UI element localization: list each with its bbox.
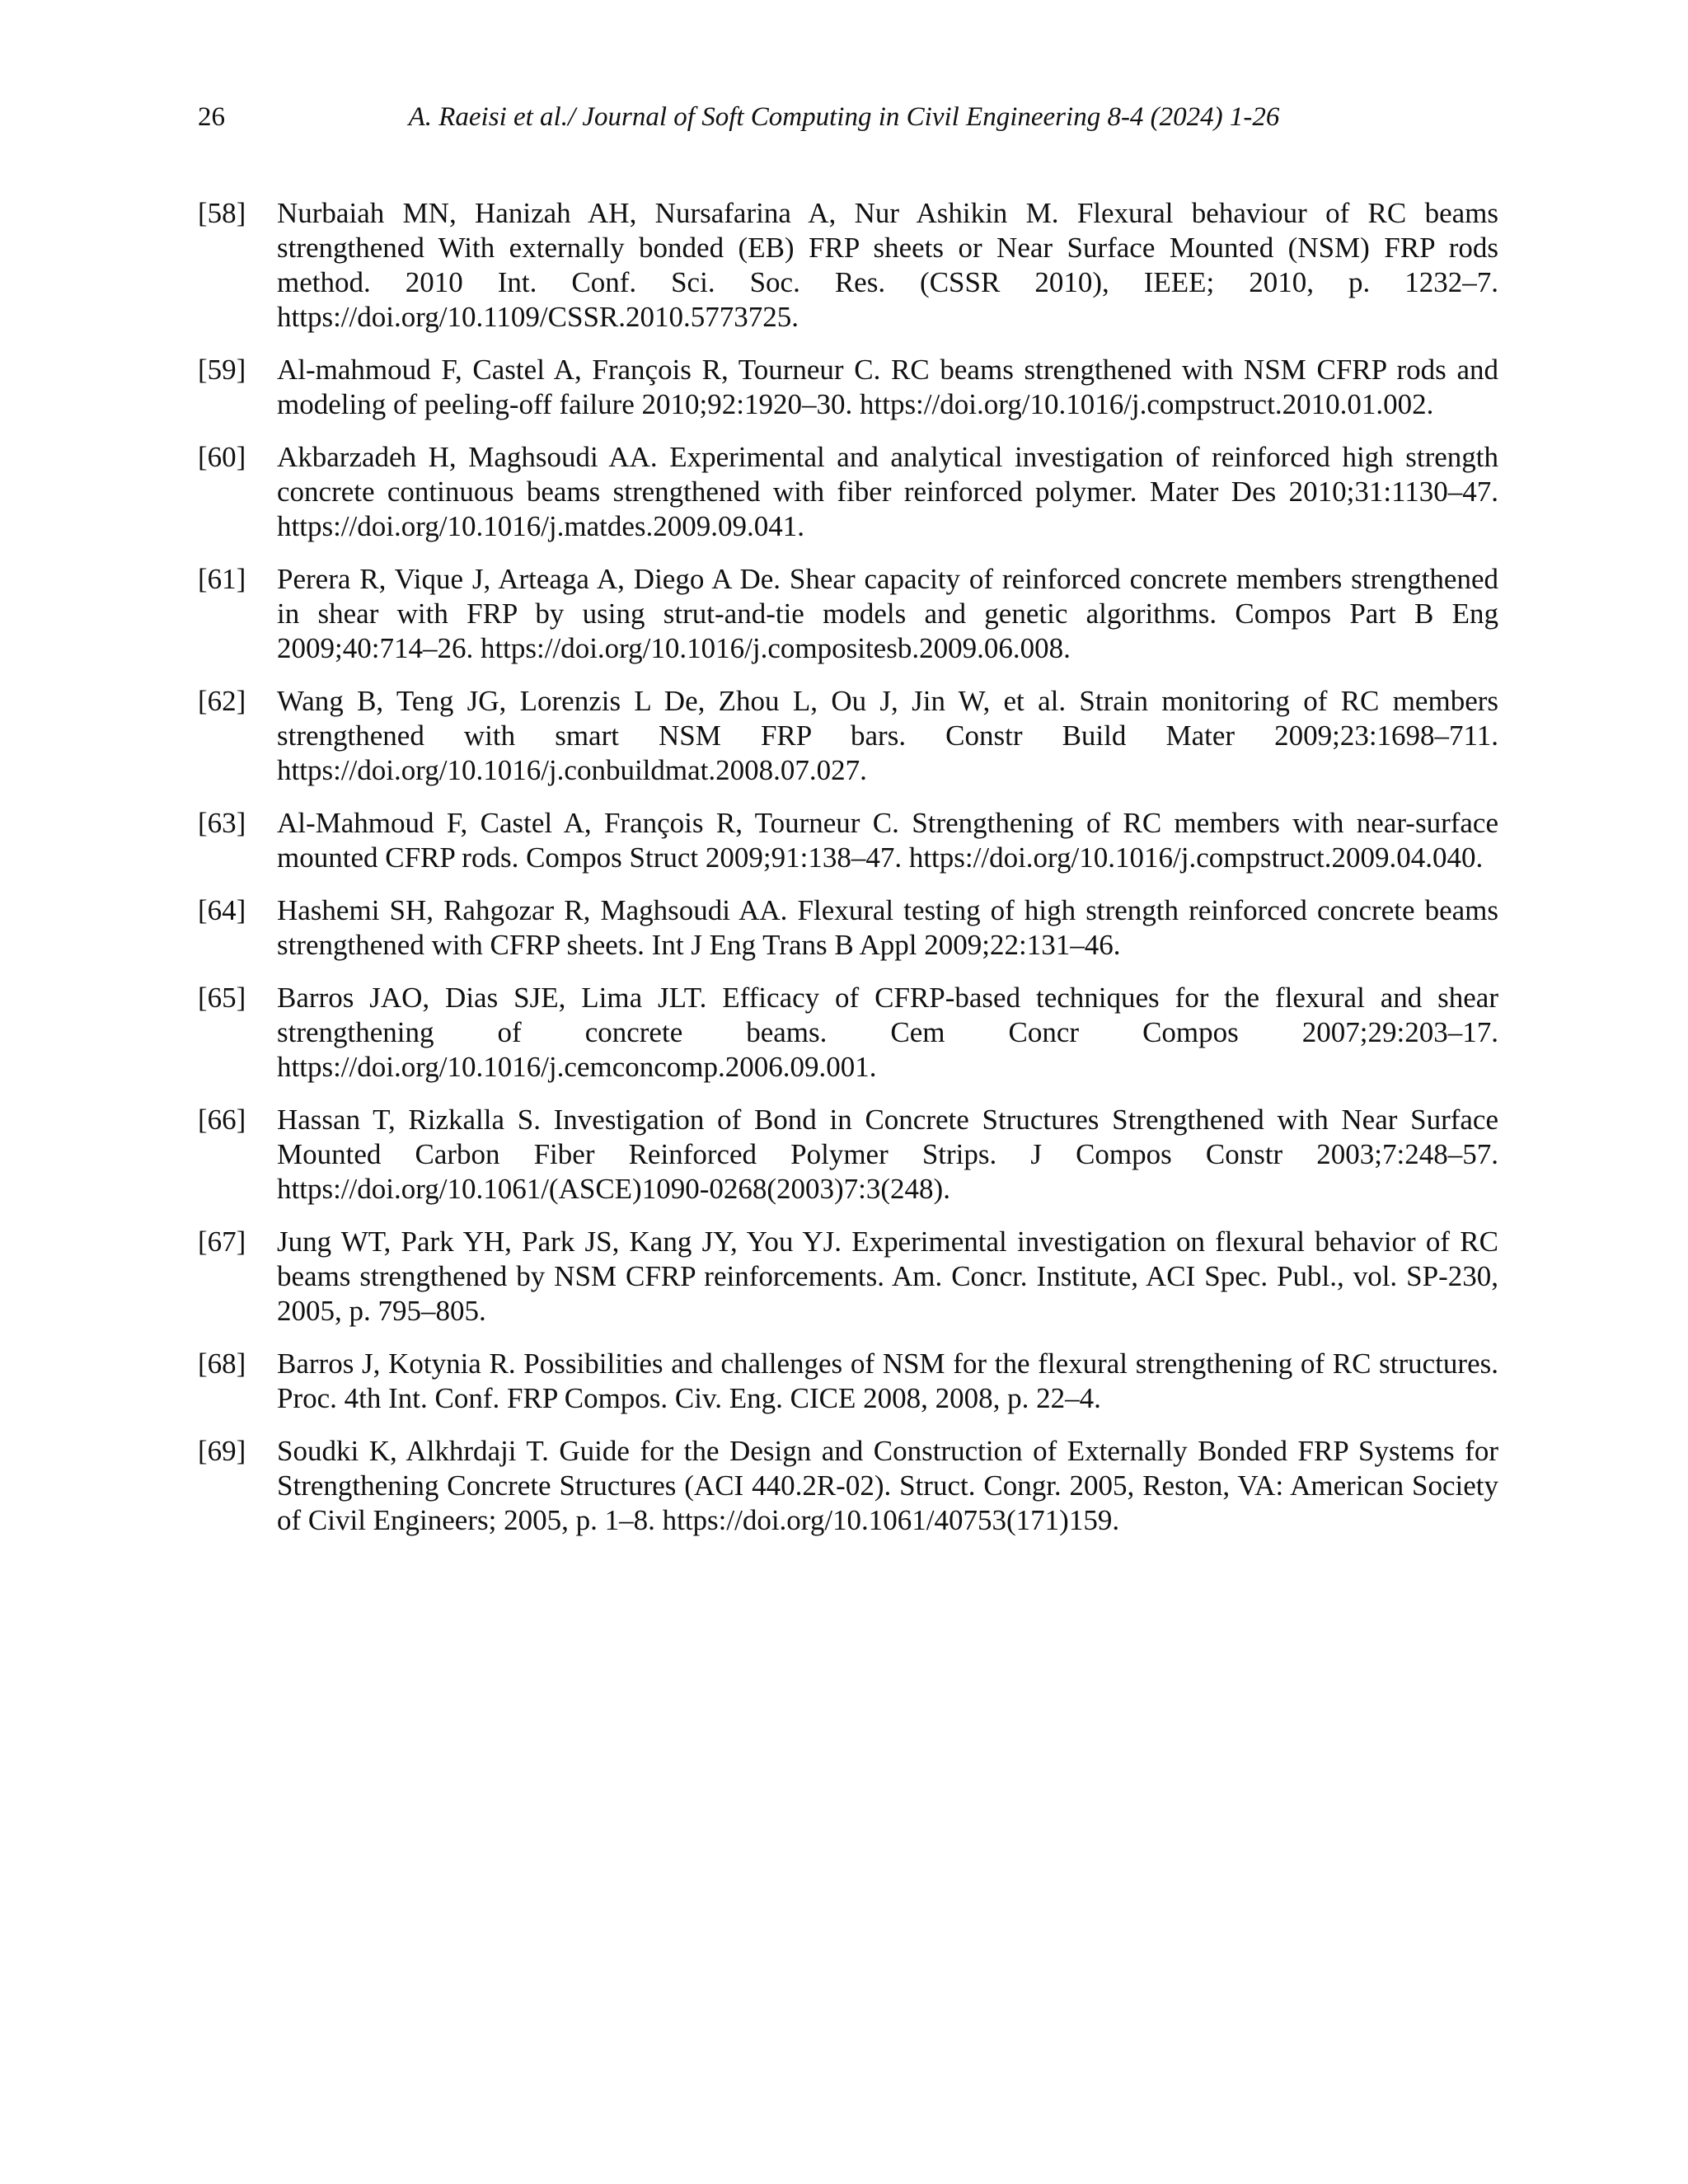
reference-text: Jung WT, Park YH, Park JS, Kang JY, You YJ. Experimental investigation on flexural behavior of RC beams strengthened by NSM CFRP reinforcements. Am. Concr. Institute, ACI Spec. Publ., vol. SP-230, 2005, p. 795–805.: [277, 1226, 1498, 1327]
reference-label: [58]: [198, 197, 246, 229]
reference-label: [67]: [198, 1226, 246, 1258]
reference-item: [198, 562, 1498, 666]
reference-label: [66]: [198, 1104, 246, 1136]
reference-text: Barros J, Kotynia R. Possibilities and challenges of NSM for the flexural strengthening of RC structures. Proc. 4th Int. Conf. FRP Compos. Civ. Eng. CICE 2008, 2008, p. 22–4.: [277, 1347, 1498, 1414]
reference-label: [65]: [198, 982, 246, 1014]
reference-text: Soudki K, Alkhrdaji T. Guide for the Design and Construction of Externally Bonded FRP Systems for Strengthening Concrete Structures (ACI 440.2R-02). Struct. Congr. 2005, Reston, VA: American Society of Civil Engineers; 2005, p. 1–8. https://doi.org/10.1061/40753(171)159.: [277, 1435, 1498, 1536]
reference-text: Hashemi SH, Rahgozar R, Maghsoudi AA. Flexural testing of high strength reinforced concrete beams strengthened with CFRP sheets. Int J Eng Trans B Appl 2009;22:131–46.: [277, 894, 1498, 961]
reference-item: [198, 806, 1498, 875]
reference-item: [198, 1225, 1498, 1329]
reference-label: [62]: [198, 685, 246, 717]
reference-item: [198, 893, 1498, 963]
reference-label: [59]: [198, 354, 246, 386]
running-header: A. Raeisi et al./ Journal of Soft Computing in Civil Engineering 8-4 (2024) 1-26: [408, 102, 1280, 132]
reference-list: [198, 196, 1498, 1556]
reference-item: [198, 440, 1498, 544]
reference-text: Perera R, Vique J, Arteaga A, Diego A De. Shear capacity of reinforced concrete members strengthened in shear with FRP by using strut-and-tie models and genetic algorithms. Compos Part B Eng 2009;40:714–26. https://doi.org/10.1016/j.compositesb.2009.06.008.: [277, 563, 1498, 664]
reference-label: [69]: [198, 1435, 246, 1467]
page-number: 26: [198, 102, 225, 132]
reference-item: [198, 353, 1498, 422]
reference-text: Akbarzadeh H, Maghsoudi AA. Experimental and analytical investigation of reinforced high strength concrete continuous beams strengthened with fiber reinforced polymer. Mater Des 2010;31:1130–47. https://doi.org/10.1016/j.matdes.2009.09.041.: [277, 441, 1498, 542]
reference-item: [198, 1103, 1498, 1207]
reference-item: [198, 981, 1498, 1085]
reference-item: [198, 196, 1498, 335]
reference-label: [63]: [198, 807, 246, 839]
reference-text: Al-mahmoud F, Castel A, François R, Tourneur C. RC beams strengthened with NSM CFRP rods and modeling of peeling-off failure 2010;92:1920–30. https://doi.org/10.1016/j.compstruct.2010.01.002.: [277, 354, 1498, 420]
reference-label: [61]: [198, 563, 246, 595]
reference-label: [60]: [198, 441, 246, 473]
reference-item: [198, 1434, 1498, 1538]
reference-item: [198, 1347, 1498, 1416]
reference-label: [64]: [198, 894, 246, 926]
reference-text: Wang B, Teng JG, Lorenzis L De, Zhou L, Ou J, Jin W, et al. Strain monitoring of RC members strengthened with smart NSM FRP bars. Constr Build Mater 2009;23:1698–711. https://doi.org/10.1016/j.conbuildmat.2008.07.027.: [277, 685, 1498, 786]
reference-text: Hassan T, Rizkalla S. Investigation of Bond in Concrete Structures Strengthened with Near Surface Mounted Carbon Fiber Reinforced Polymer Strips. J Compos Constr 2003;7:248–57. https://doi.org/10.1061/(ASCE)1090-0268(2003)7:3(248).: [277, 1104, 1498, 1205]
reference-item: [198, 684, 1498, 788]
reference-label: [68]: [198, 1347, 246, 1380]
reference-text: Barros JAO, Dias SJE, Lima JLT. Efficacy of CFRP-based techniques for the flexural and shear strengthening of concrete beams. Cem Concr Compos 2007;29:203–17. https://doi.org/10.1016/j.cemconcomp.2006.09.001.: [277, 982, 1498, 1083]
reference-text: Al-Mahmoud F, Castel A, François R, Tourneur C. Strengthening of RC members with near-surface mounted CFRP rods. Compos Struct 2009;91:138–47. https://doi.org/10.1016/j.compstruct.2009.04.040.: [277, 807, 1498, 874]
reference-text: Nurbaiah MN, Hanizah AH, Nursafarina A, Nur Ashikin M. Flexural behaviour of RC beams strengthened With externally bonded (EB) FRP sheets or Near Surface Mounted (NSM) FRP rods method. 2010 Int. Conf. Sci. Soc. Res. (CSSR 2010), IEEE; 2010, p. 1232–7. https://doi.org/10.1109/CSSR.2010.5773725.: [277, 197, 1498, 333]
